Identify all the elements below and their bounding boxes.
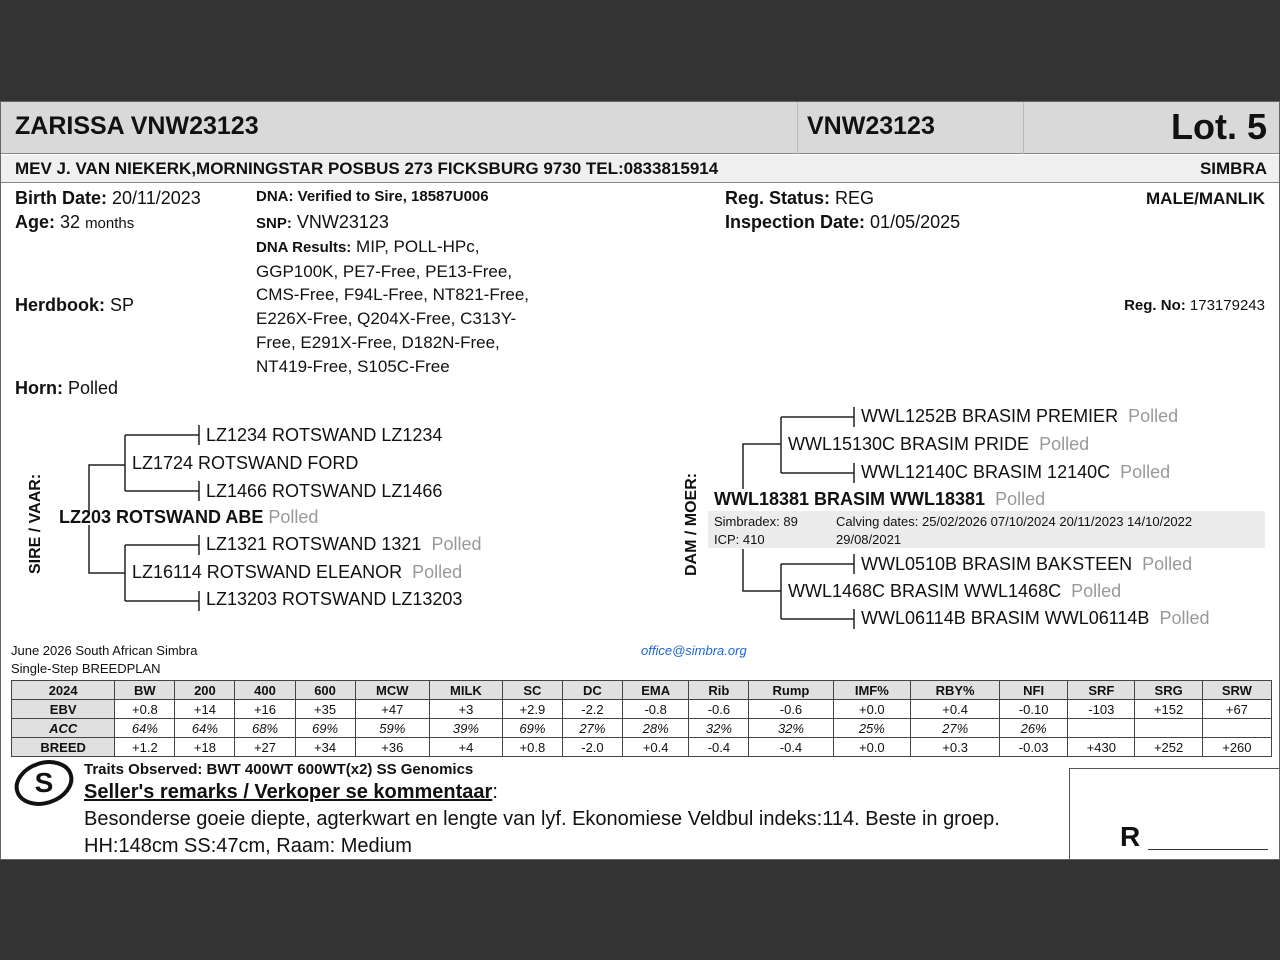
table-cell: +67 [1202, 700, 1271, 719]
sex: MALE/MANLIK [1146, 189, 1265, 208]
table-cell [1202, 719, 1271, 738]
dam-side-label: DAM / MOER: [683, 472, 700, 576]
table-cell: -0.03 [1000, 738, 1068, 757]
table-cell [1068, 719, 1135, 738]
table-cell: 69% [295, 719, 355, 738]
table-cell: -2.0 [562, 738, 622, 757]
price-line [1148, 849, 1268, 850]
remarks-title: Seller's remarks / Verkoper se kommentaar [84, 781, 493, 803]
simbra-logo [13, 757, 75, 809]
simbradex: Simbradex: 89 [714, 514, 798, 529]
table-cell: 25% [833, 719, 911, 738]
calving-dates: Calving dates: 25/02/2026 07/10/2024 20/11/2023 14/10/2022 [836, 514, 1193, 529]
table-cell: 59% [355, 719, 429, 738]
table-cell: +4 [430, 738, 503, 757]
price-box[interactable] [1069, 768, 1280, 860]
table-cell: 64% [175, 719, 235, 738]
table-cell: 32% [689, 719, 749, 738]
breedplan-title-2: Single-Step BREEDPLAN [11, 661, 161, 676]
table-cell: +2.9 [502, 700, 562, 719]
table-cell: 400 [235, 681, 295, 700]
table-header-row [12, 681, 1272, 700]
sire-sire-sire: LZ1234 ROTSWAND LZ1234 [206, 425, 443, 445]
table-cell: 28% [622, 719, 688, 738]
sire-dam-sire: LZ1321 ROTSWAND 1321 Polled [206, 534, 482, 554]
table-cell: Rump [749, 681, 833, 700]
table-cell: +0.8 [115, 700, 175, 719]
remarks-line-2: HH:148cm SS:47cm, Raam: Medium [84, 835, 412, 857]
table-cell: 26% [1000, 719, 1068, 738]
table-cell: +0.8 [502, 738, 562, 757]
price-label: R [1120, 821, 1141, 852]
reg-number: Reg. No: 173179243 [1124, 297, 1265, 314]
table-cell: -0.10 [1000, 700, 1068, 719]
table-cell: +27 [235, 738, 295, 757]
table-cell: BW [115, 681, 175, 700]
logo-letter: S [34, 767, 54, 798]
table-row-acc [12, 719, 1272, 738]
lot-card [0, 101, 1280, 860]
table-cell: +0.4 [622, 738, 688, 757]
birth-date: Birth Date: 20/11/2023 [15, 188, 201, 208]
table-cell: 39% [430, 719, 503, 738]
animal-id: VNW23123 [807, 112, 935, 140]
table-cell: 68% [235, 719, 295, 738]
table-cell: +430 [1068, 738, 1135, 757]
table-cell: IMF% [833, 681, 911, 700]
dam-sire-dam: WWL12140C BRASIM 12140C Polled [861, 462, 1171, 482]
sire-sire: LZ1724 ROTSWAND FORD [132, 453, 359, 473]
table-cell: +0.4 [911, 700, 1000, 719]
table-cell: DC [562, 681, 622, 700]
owner-details: MEV J. VAN NIEKERK,MORNINGSTAR POSBUS 273 FICKSBURG 9730 TEL:0833815914 [15, 159, 719, 178]
animal-name: ZARISSA VNW23123 [15, 112, 259, 140]
table-cell: +260 [1202, 738, 1271, 757]
table-cell: 32% [749, 719, 833, 738]
dam-sire-sire: WWL1252B BRASIM PREMIER Polled [861, 406, 1179, 426]
table-cell: SRW [1202, 681, 1271, 700]
table-cell: +0.0 [833, 700, 911, 719]
table-cell: 200 [175, 681, 235, 700]
remarks-line-1: Besonderse goeie diepte, agterkwart en lengte van lyf. Ekonomiese Veldbul indeks:114. Beste in groep. [84, 808, 1000, 830]
table-cell: -2.2 [562, 700, 622, 719]
table-cell: RBY% [911, 681, 1000, 700]
table-cell: -0.6 [689, 700, 749, 719]
dam-sire: WWL15130C BRASIM PRIDE Polled [788, 434, 1090, 454]
calving-dates-2: 29/08/2021 [836, 532, 902, 547]
table-cell: +0.0 [833, 738, 911, 757]
herdbook: Herdbook: SP [15, 295, 135, 315]
remarks-title-line: Seller's remarks / Verkoper se kommentaar: [84, 781, 498, 803]
row-header-cell: 2024 [12, 681, 115, 700]
table-cell: +1.2 [115, 738, 175, 757]
table-cell: +3 [430, 700, 503, 719]
table-cell: MILK [430, 681, 503, 700]
table-cell: +18 [175, 738, 235, 757]
table-cell: +34 [295, 738, 355, 757]
table-cell: -0.4 [749, 738, 833, 757]
horn-status: Horn: Polled [15, 378, 119, 398]
table-row-ebv [12, 700, 1272, 719]
sire-dam: LZ16114 ROTSWAND ELEANOR Polled [132, 562, 463, 582]
table-cell: +47 [355, 700, 429, 719]
table-cell: +252 [1135, 738, 1202, 757]
table-cell: -0.8 [622, 700, 688, 719]
table-cell: 64% [115, 719, 175, 738]
table-cell [1135, 719, 1202, 738]
table-cell: +14 [175, 700, 235, 719]
table-cell: EMA [622, 681, 688, 700]
table-cell: +16 [235, 700, 295, 719]
row-header-cell: ACC [12, 719, 115, 738]
sire-side-label: SIRE / VAAR: [27, 473, 44, 574]
dna-verification: DNA: Verified to Sire, 18587U006 [256, 188, 489, 205]
snp: SNP: VNW23123 [256, 212, 389, 232]
table-cell: -0.6 [749, 700, 833, 719]
table-cell: -103 [1068, 700, 1135, 719]
table-cell: Rib [689, 681, 749, 700]
inspection-date: Inspection Date: 01/05/2025 [725, 212, 961, 232]
table-cell: NFI [1000, 681, 1068, 700]
sire-dam-dam: LZ13203 ROTSWAND LZ13203 [206, 589, 463, 609]
lot-number: Lot. 5 [1171, 106, 1267, 147]
email-link[interactable]: office@simbra.org [641, 643, 747, 658]
dam-dam: WWL1468C BRASIM WWL1468C Polled [788, 581, 1122, 601]
breedplan-table [11, 680, 1272, 757]
table-cell: -0.4 [689, 738, 749, 757]
row-header-cell: BREED [12, 738, 115, 757]
dam: WWL18381 BRASIM WWL18381 Polled [714, 489, 1046, 509]
dam-dam-sire: WWL0510B BRASIM BAKSTEEN Polled [861, 554, 1193, 574]
age: Age: 32 months [15, 212, 135, 232]
table-cell: +0.3 [911, 738, 1000, 757]
table-cell: 600 [295, 681, 355, 700]
sire: LZ203 ROTSWAND ABE Polled [59, 507, 319, 527]
table-cell: +35 [295, 700, 355, 719]
sire-sire-dam: LZ1466 ROTSWAND LZ1466 [206, 481, 443, 501]
row-header-cell: EBV [12, 700, 115, 719]
table-cell: 69% [502, 719, 562, 738]
table-cell: SC [502, 681, 562, 700]
table-cell: 27% [562, 719, 622, 738]
table-cell: SRF [1068, 681, 1135, 700]
dna-results: DNA Results: MIP, POLL-HPc, GGP100K, PE7-Free, PE13-Free, CMS-Free, F94L-Free, NT821-Free, E226X-Free, Q204X-Free, C313Y-Free, E291X-Free, D182N-Free, NT419-Free, S105C-Free [256, 237, 530, 376]
breedplan-title-1: June 2026 South African Simbra [11, 643, 198, 658]
icp: ICP: 410 [714, 532, 765, 547]
breed-name: SIMBRA [1199, 159, 1267, 178]
table-cell: MCW [355, 681, 429, 700]
table-cell: +36 [355, 738, 429, 757]
traits-observed: Traits Observed: BWT 400WT 600WT(x2) SS Genomics [84, 761, 474, 778]
table-cell: 27% [911, 719, 1000, 738]
table-cell: SRG [1135, 681, 1202, 700]
dam-dam-dam: WWL06114B BRASIM WWL06114B Polled [861, 608, 1210, 628]
table-cell: +152 [1135, 700, 1202, 719]
reg-status: Reg. Status: REG [725, 188, 875, 208]
table-row-breed [12, 738, 1272, 757]
